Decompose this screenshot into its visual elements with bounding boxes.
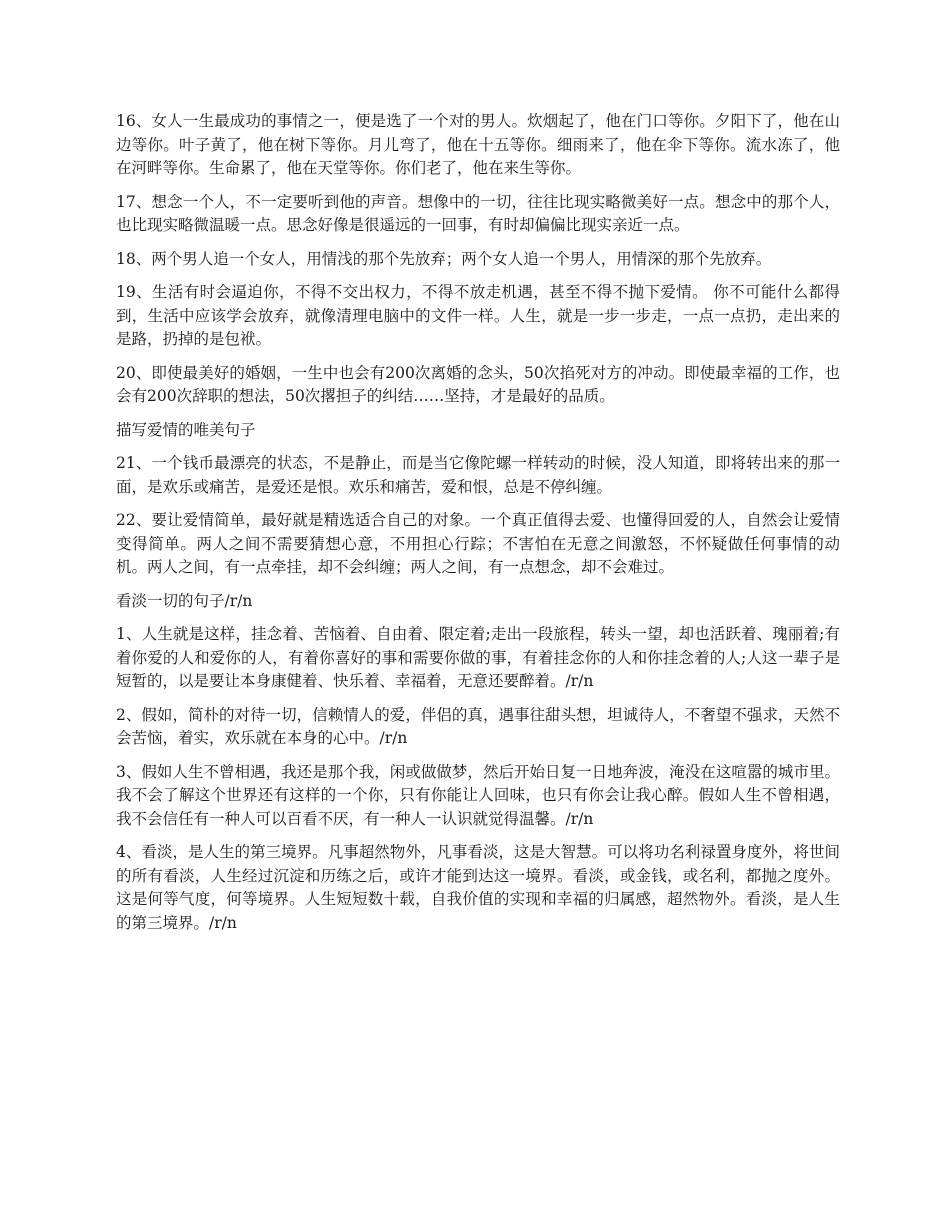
paragraph-19: 19、生活有时会逼迫你，不得不交出权力，不得不放走机遇，甚至不得不抛下爱情。 你不可能什么都得到，生活中应该学会放弃，就像清理电脑中的文件一样。人生，就是一步一步走，一点一点扔，走出来的是路，扔掉的是包袱。 xyxy=(116,283,840,348)
paragraph-22: 22、要让爱情简单，最好就是精选适合自己的对象。一个真正值得去爱、也懂得回爱的人，自然会让爱情变得简单。两人之间不需要猜想心意，不用担心行踪；不害怕在无意之间激怒，不怀疑做任何事情的动机。两人之间，有一点牵挂，却不会纠缠；两人之间，有一点想念，却不会难过。 xyxy=(116,511,840,576)
paragraph-21: 21、一个钱币最漂亮的状态，不是静止，而是当它像陀螺一样转动的时候，没人知道，即将转出来的那一面，是欢乐或痛苦，是爱还是恨。欢乐和痛苦，爱和恨，总是不停纠缠。 xyxy=(116,454,840,496)
document-page xyxy=(116,110,840,945)
paragraph-let-go-2: 2、假如，简朴的对待一切，信赖情人的爱，伴侣的真，遇事往甜头想，坦诚待人，不奢望不强求，天然不会苦恼，着实，欢乐就在本身的心中。/r/n xyxy=(116,705,840,747)
section-heading-love-sentences: 描写爱情的唯美句子 xyxy=(116,420,256,439)
paragraph-let-go-1: 1、人生就是这样，挂念着、苦恼着、自由着、限定着;走出一段旅程，转头一望，却也活跃着、瑰丽着;有着你爱的人和爱你的人，有着你喜好的事和需要你做的事，有着挂念你的人和你挂念着的人;人这一辈子是短暂的，以是要让本身康健着、快乐着、幸福着，无意还要醉着。/r/n xyxy=(116,625,840,690)
paragraph-let-go-3: 3、假如人生不曾相遇，我还是那个我，闲或做做梦，然后开始日复一日地奔波，淹没在这喧嚣的城市里。我不会了解这个世界还有这样的一个你，只有你能让人回味，也只有你会让我心醉。假如人生不曾相遇，我不会信任有一种人可以百看不厌，有一种人一认识就觉得温馨。/r/n xyxy=(116,762,840,828)
section-heading-let-go: 看淡一切的句子/r/n xyxy=(116,591,253,610)
paragraph-let-go-4: 4、看淡，是人生的第三境界。凡事超然物外，凡事看淡，这是大智慧。可以将功名利禄置身度外，将世间的所有看淡，人生经过沉淀和历练之后，或许才能到达这一境界。看淡，或金钱，或名利，都抛之度外。这是何等气度，何等境界。人生短短数十载，自我价值的实现和幸福的归属感，超然物外。看淡，是人生的第三境界。/r/n xyxy=(116,843,840,932)
paragraph-17: 17、想念一个人，不一定要听到他的声音。想像中的一切，往往比现实略微美好一点。想念中的那个人，也比现实略微温暖一点。思念好像是很遥远的一回事，有时却偏偏比现实亲近一点。 xyxy=(116,192,840,234)
paragraph-20: 20、即使最美好的婚姻，一生中也会有200次离婚的念头，50次掐死对方的冲动。即使最幸福的工作，也会有200次辞职的想法，50次撂担子的纠结……坚持，才是最好的品质。 xyxy=(116,363,840,405)
paragraph-16: 16、女人一生最成功的事情之一，便是选了一个对的男人。炊烟起了，他在门口等你。夕阳下了，他在山边等你。叶子黄了，他在树下等你。月儿弯了，他在十五等你。细雨来了，他在伞下等你。流水冻了，他在河畔等你。生命累了，他在天堂等你。你们老了，他在来生等你。 xyxy=(116,112,840,177)
paragraph-18: 18、两个男人追一个女人，用情浅的那个先放弃；两个女人追一个男人，用情深的那个先放弃。 xyxy=(116,249,772,268)
